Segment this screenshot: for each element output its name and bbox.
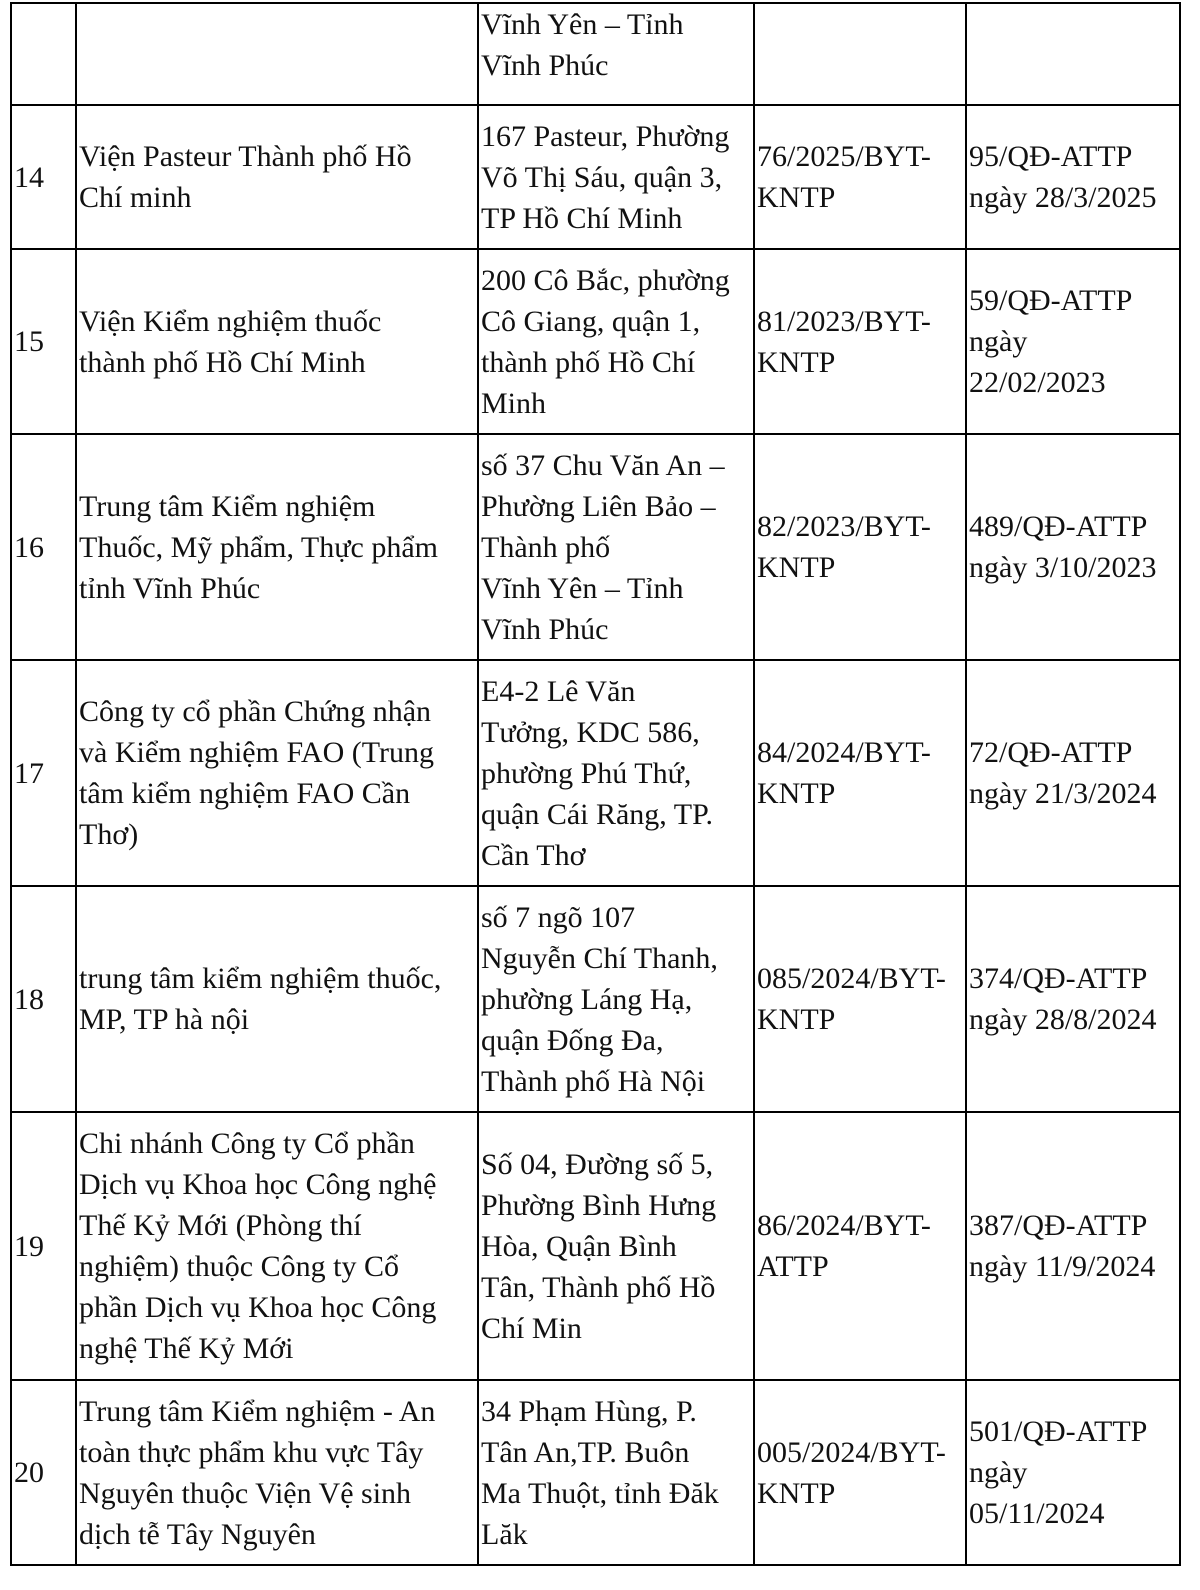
certificate-number: 76/2025/BYT- KNTP <box>754 105 966 249</box>
facility-address: 167 Pasteur, Phường Võ Thị Sáu, quận 3, TP Hồ Chí Minh <box>478 105 754 249</box>
decision-reference <box>966 3 1180 105</box>
certificate-number: 84/2024/BYT- KNTP <box>754 660 966 886</box>
row-number: 14 <box>11 105 76 249</box>
facility-name: Trung tâm Kiểm nghiệm - An toàn thực phẩm khu vực Tây Nguyên thuộc Viện Vệ sinh dịch tễ Tây Nguyên <box>76 1380 478 1565</box>
facility-address: Số 04, Đường số 5, Phường Bình Hưng Hòa, Quận Bình Tân, Thành phố Hồ Chí Min <box>478 1112 754 1380</box>
table-row <box>11 3 1180 105</box>
facility-name: Trung tâm Kiểm nghiệm Thuốc, Mỹ phẩm, Thực phẩm tỉnh Vĩnh Phúc <box>76 434 478 660</box>
row-number: 16 <box>11 434 76 660</box>
facility-name <box>76 3 478 105</box>
decision-reference: 489/QĐ-ATTP ngày 3/10/2023 <box>966 434 1180 660</box>
row-number: 17 <box>11 660 76 886</box>
facility-name: Chi nhánh Công ty Cổ phần Dịch vụ Khoa học Công nghệ Thế Kỷ Mới (Phòng thí nghiệm) thuộc Công ty Cổ phần Dịch vụ Khoa học Công nghệ Thế Kỷ Mới <box>76 1112 478 1380</box>
certificate-number: 82/2023/BYT- KNTP <box>754 434 966 660</box>
facility-address: E4-2 Lê Văn Tưởng, KDC 586, phường Phú Thứ, quận Cái Răng, TP. Cần Thơ <box>478 660 754 886</box>
certificate-number: 86/2024/BYT- ATTP <box>754 1112 966 1380</box>
table-row <box>11 434 1180 660</box>
decision-reference: 387/QĐ-ATTP ngày 11/9/2024 <box>966 1112 1180 1380</box>
decision-reference: 501/QĐ-ATTP ngày 05/11/2024 <box>966 1380 1180 1565</box>
decision-reference: 374/QĐ-ATTP ngày 28/8/2024 <box>966 886 1180 1112</box>
row-number: 15 <box>11 249 76 434</box>
row-number: 20 <box>11 1380 76 1565</box>
certificate-number: 81/2023/BYT- KNTP <box>754 249 966 434</box>
facility-address: Vĩnh Yên – Tỉnh Vĩnh Phúc <box>478 3 754 105</box>
table-row <box>11 105 1180 249</box>
decision-reference: 72/QĐ-ATTP ngày 21/3/2024 <box>966 660 1180 886</box>
table-row <box>11 1112 1180 1380</box>
table-row <box>11 886 1180 1112</box>
facility-name: Công ty cổ phần Chứng nhận và Kiểm nghiệm FAO (Trung tâm kiểm nghiệm FAO Cần Thơ) <box>76 660 478 886</box>
facility-name: Viện Pasteur Thành phố Hồ Chí minh <box>76 105 478 249</box>
table-row <box>11 1380 1180 1565</box>
facility-name: Viện Kiểm nghiệm thuốc thành phố Hồ Chí Minh <box>76 249 478 434</box>
facility-name: trung tâm kiểm nghiệm thuốc, MP, TP hà nội <box>76 886 478 1112</box>
decision-reference: 59/QĐ-ATTP ngày 22/02/2023 <box>966 249 1180 434</box>
lab-list-table <box>10 2 1181 1566</box>
table-row <box>11 660 1180 886</box>
certificate-number: 085/2024/BYT- KNTP <box>754 886 966 1112</box>
facility-address: 200 Cô Bắc, phường Cô Giang, quận 1, thành phố Hồ Chí Minh <box>478 249 754 434</box>
facility-address: số 37 Chu Văn An – Phường Liên Bảo – Thành phố Vĩnh Yên – Tỉnh Vĩnh Phúc <box>478 434 754 660</box>
row-number <box>11 3 76 105</box>
certificate-number: 005/2024/BYT- KNTP <box>754 1380 966 1565</box>
facility-address: số 7 ngõ 107 Nguyễn Chí Thanh, phường Láng Hạ, quận Đống Đa, Thành phố Hà Nội <box>478 886 754 1112</box>
table-row <box>11 249 1180 434</box>
row-number: 19 <box>11 1112 76 1380</box>
decision-reference: 95/QĐ-ATTP ngày 28/3/2025 <box>966 105 1180 249</box>
row-number: 18 <box>11 886 76 1112</box>
certificate-number <box>754 3 966 105</box>
facility-address: 34 Phạm Hùng, P. Tân An,TP. Buôn Ma Thuột, tỉnh Đăk Lăk <box>478 1380 754 1565</box>
